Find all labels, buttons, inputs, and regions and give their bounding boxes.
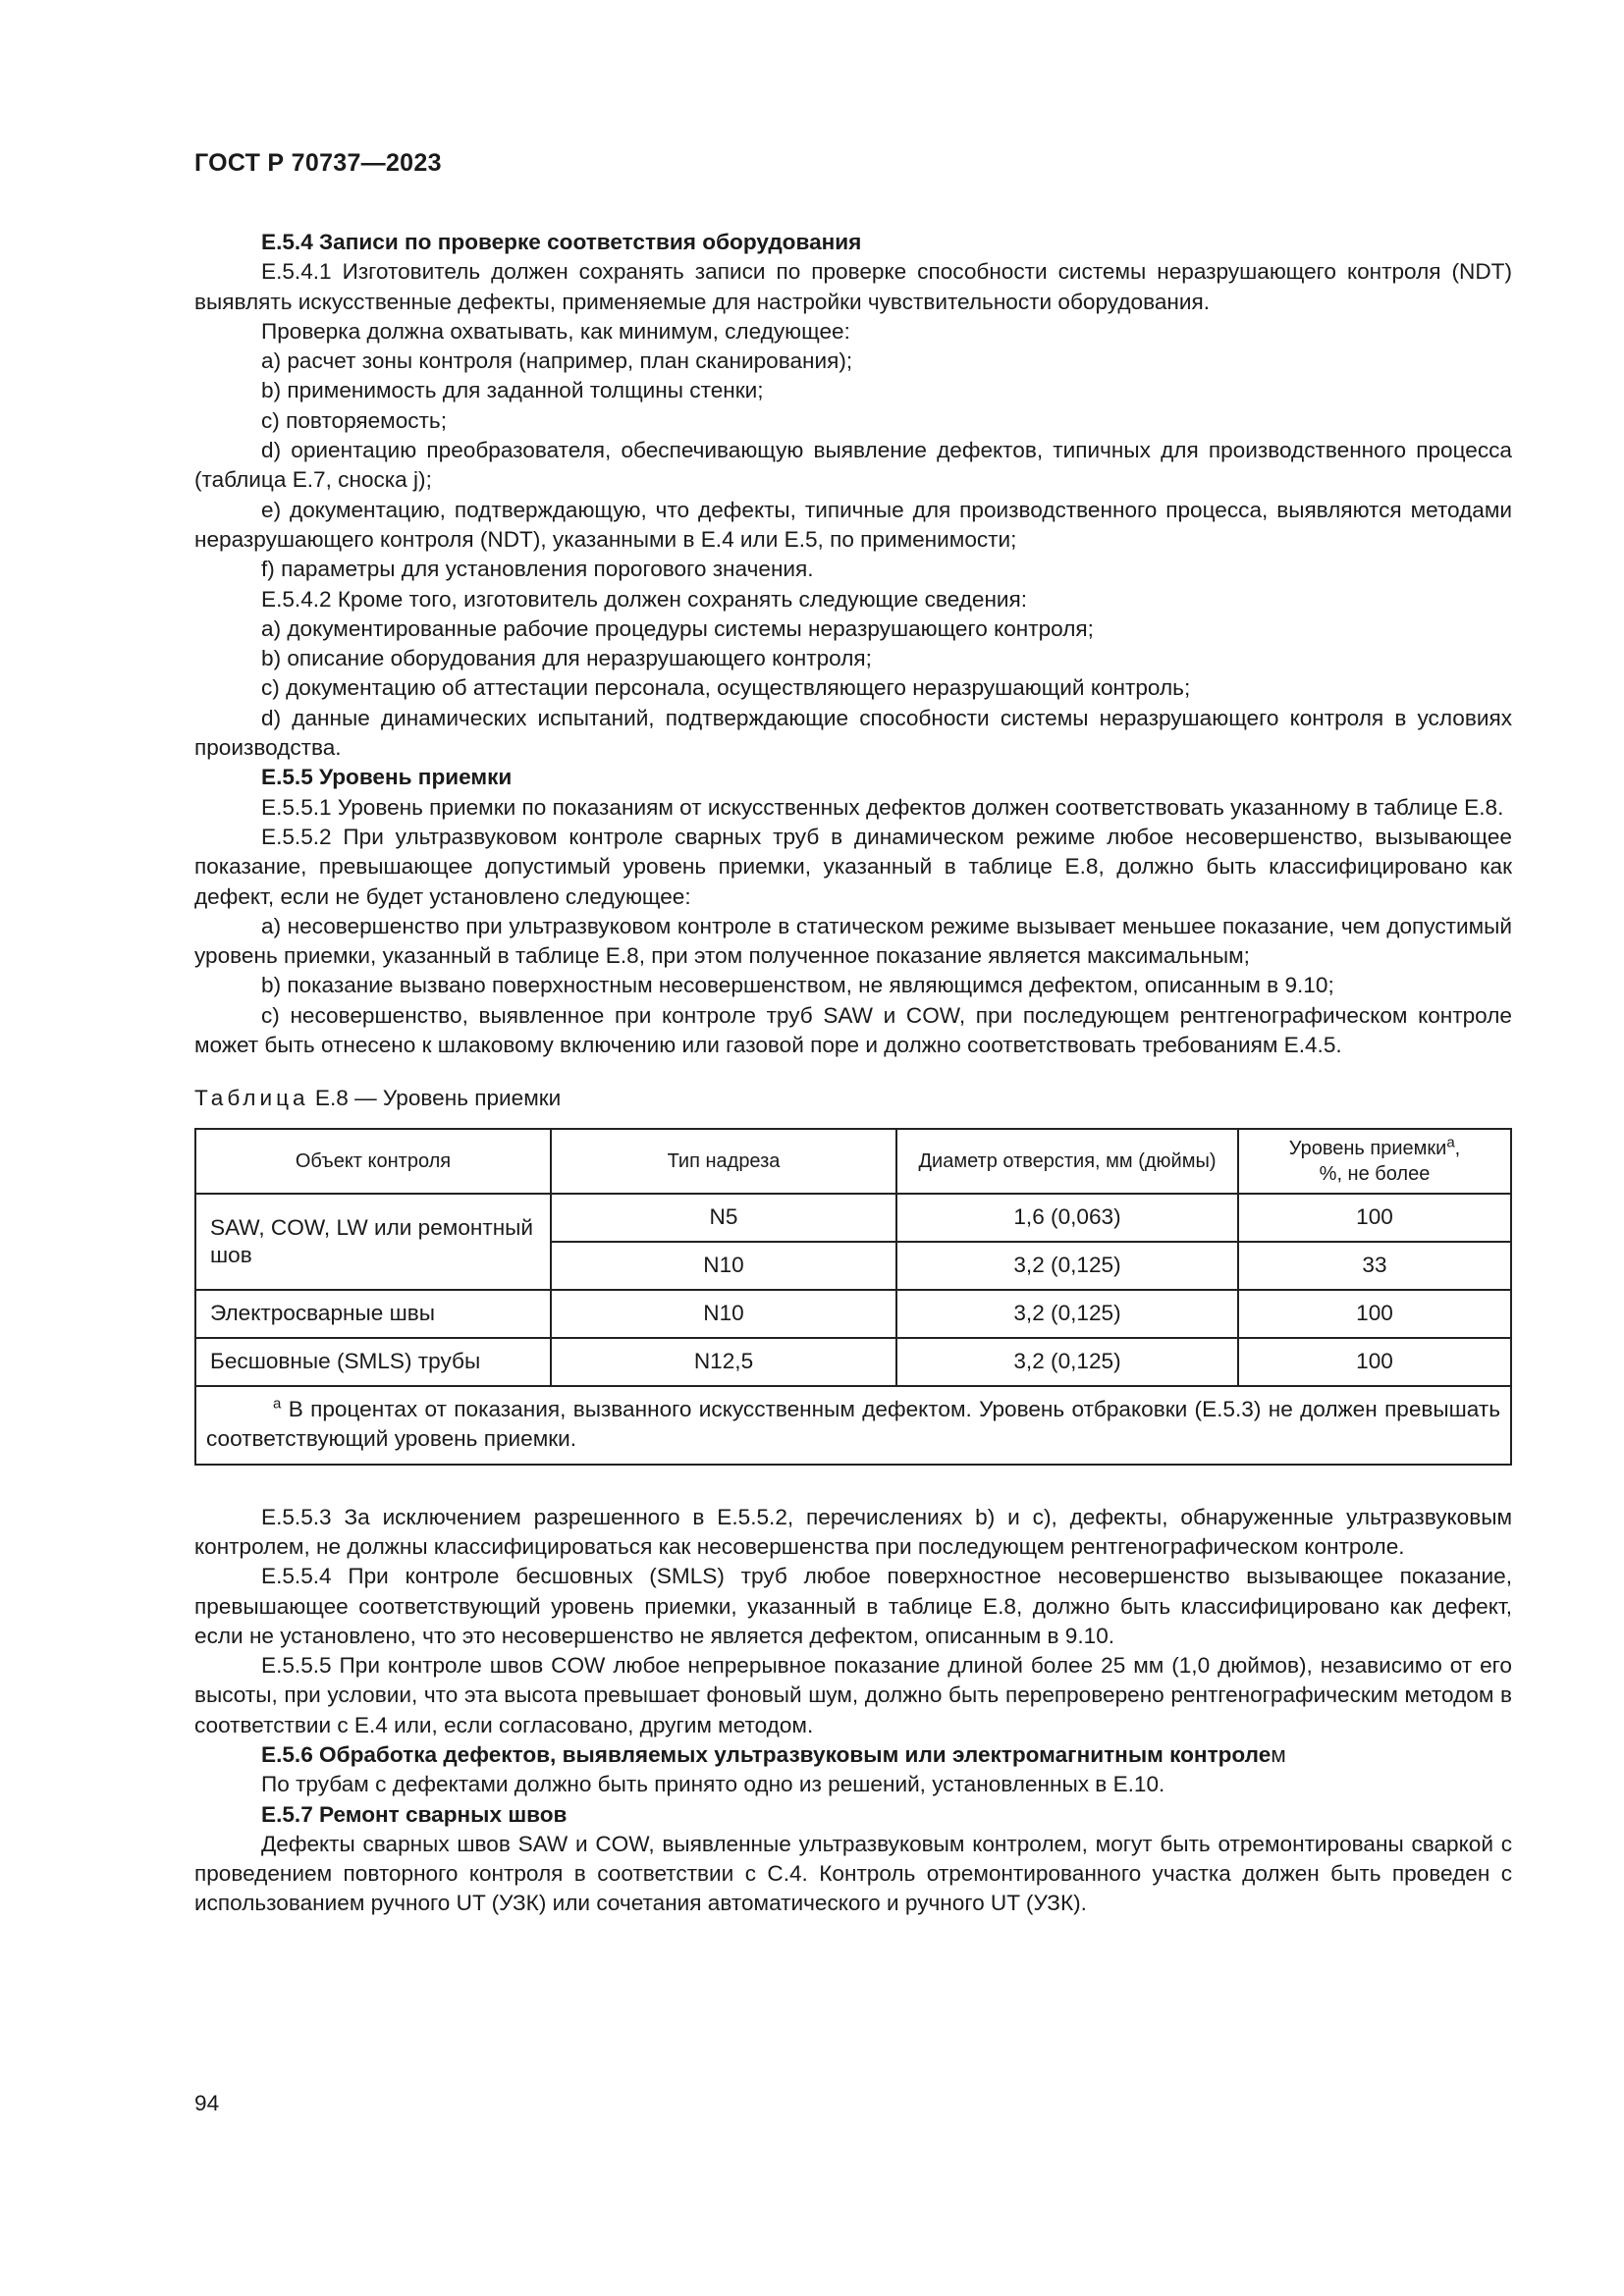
list-item: a) расчет зоны контроля (например, план сканирования); [261,348,853,374]
section-heading-e56-tail: м [1271,1741,1286,1767]
section-heading-e56-bold: Е.5.6 Обработка дефектов, выявляемых ультразвуковым или электромагнитным контроле [261,1741,1272,1767]
table-caption-label: Таблица [194,1086,309,1111]
list-item: d) ориентацию преобразователя, обеспечивающую выявление дефектов, типичных для производственного процесса (таблица Е.7, сноска j); [194,438,1512,493]
section-heading-e55: Е.5.5 Уровень приемки [261,765,513,790]
table-row [195,1194,1511,1242]
header-level: Уровень приемки$^a$, %, не более [1238,1129,1511,1194]
footnote-mark: a [273,1395,282,1413]
cell-object: SAW, COW, LW или ремонтный шов [195,1194,551,1290]
footnote-indent [206,1397,273,1421]
table-row [195,1338,1511,1386]
table-footnote-row [195,1386,1511,1465]
paragraph: По трубам с дефектами должно быть принято одно из решений, установленных в Е.10. [261,1772,1165,1797]
cell-object: Электросварные швы [195,1290,551,1338]
section-heading-e57: Е.5.7 Ремонт сварных швов [261,1801,568,1827]
paragraph: Е.5.5.5 При контроле швов COW любое непрерывное показание длиной более 25 мм (1,0 дюймов), независимо от его высоты, при условии, что эта высота превышает фоновый шум, должно быть перепроверено рентгенографическим методом в соответствии с Е.4 или, если согласовано, другим методом. [194,1653,1512,1737]
cell-notch: N5 [551,1194,896,1242]
table-caption-text: Е.8 — Уровень приемки [314,1086,562,1111]
cell-level: 100 [1238,1290,1511,1338]
header-level-text: Уровень приемки [1288,1137,1447,1159]
cell-diameter: 1,6 (0,063) [896,1194,1238,1242]
header-notch: Тип надреза [551,1129,896,1194]
header-level-suffix: %, не более [1319,1162,1431,1185]
section-heading-e56 [194,1740,1512,1770]
section-heading-e54: Е.5.4 Записи по проверке соответствия оборудования [261,230,862,254]
paragraph: Проверка должна охватывать, как минимум, следующее: [261,318,850,344]
acceptance-level-table [194,1128,1512,1466]
list-item: b) описание оборудования для неразрушающего контроля; [261,646,872,671]
list-item: c) повторяемость; [261,407,447,433]
list-item: c) несовершенство, выявленное при контроле труб SAW и COW, при последующем рентгенографическом контроле может быть отнесено к шлаковому включению или газовой поре и должно соответствовать требованиям Е.4.5. [194,1002,1512,1058]
list-item: b) показание вызвано поверхностным несовершенством, не являющимся дефектом, описанным в 9.10; [261,973,1334,998]
page-content [194,228,1512,1919]
list-item: b) применимость для заданной толщины стенки; [261,378,764,403]
after-table-content [194,1503,1512,1919]
paragraph: Дефекты сварных швов SAW и COW, выявленные ультразвуковым контролем, могут быть отремонтированы сваркой с проведением повторного контроля в соответствии с С.4. Контроль отремонтированного участка должен быть проведен с использованием ручного UT (УЗК) или сочетания автоматического и ручного UT (УЗК). [194,1831,1512,1916]
page-number: 94 [194,2091,220,2115]
list-item: a) несовершенство при ультразвуковом контроле в статическом режиме вызывает меньшее показание, чем допустимый уровень приемки, указанный в таблице Е.8, при этом полученное показание является максимальным; [194,913,1512,969]
paragraph: Е.5.5.4 При контроле бесшовных (SMLS) труб любое поверхностное несовершенство вызывающее показание, превышающее соответствующий уровень приемки, указанный в таблице Е.8, должно быть классифицировано как дефект, если не установлено, что это несовершенство не является дефектом, описанным в 9.10. [194,1564,1512,1648]
table-row [195,1290,1511,1338]
list-item: e) документацию, подтверждающую, что дефекты, типичные для производственного процесса, выявляются методами неразрушающего контроля (NDT), указанными в Е.4 или Е.5, по применимости; [194,497,1512,552]
list-item: f) параметры для установления порогового значения. [261,557,814,582]
footnote-text: В процентах от показания, вызванного искусственным дефектом. Уровень отбраковки (Е.5.3) не должен превышать соответствующий уровень приемки. [206,1396,1500,1451]
cell-notch: N10 [551,1290,896,1338]
cell-diameter: 3,2 (0,125) [896,1242,1238,1290]
cell-notch: N12,5 [551,1338,896,1386]
cell-diameter: 3,2 (0,125) [896,1290,1238,1338]
list-item: a) документированные рабочие процедуры системы неразрушающего контроля; [261,615,1094,641]
document-code: ГОСТ Р 70737—2023 [194,149,442,177]
table-caption [194,1084,1512,1113]
cell-level: 100 [1238,1338,1511,1386]
list-item: d) данные динамических испытаний, подтверждающие способности системы неразрушающего контроля в условиях производства. [194,705,1512,761]
cell-object: Бесшовные (SMLS) трубы [195,1338,551,1386]
cell-diameter: 3,2 (0,125) [896,1338,1238,1386]
table-header-row [195,1129,1511,1194]
cell-level: 33 [1238,1242,1511,1290]
paragraph: Е.5.5.3 За исключением разрешенного в Е.5.5.2, перечислениях b) и c), дефекты, обнаруженные ультразвуковым контролем, не должны классифицироваться как несовершенства при последующем рентгенографическом контроле. [194,1504,1512,1559]
cell-level: 100 [1238,1194,1511,1242]
table-footnote [195,1386,1511,1465]
paragraph: Е.5.4.1 Изготовитель должен сохранять записи по проверке способности системы неразрушающего контроля (NDT) выявлять искусственные дефекты, применяемые для настройки чувствительности оборудования. [194,259,1512,314]
footnote-marker: a [1446,1133,1455,1150]
header-diameter: Диаметр отверстия, мм (дюймы) [896,1129,1238,1194]
paragraph: Е.5.5.2 При ультразвуковом контроле сварных труб в динамическом режиме любое несовершенство, вызывающее показание, превышающее допустимый уровень приемки, указанный в таблице Е.8, должно быть классифицировано как дефект, если не будет установлено следующее: [194,824,1512,909]
header-object: Объект контроля [195,1129,551,1194]
paragraph: Е.5.4.2 Кроме того, изготовитель должен сохранять следующие сведения: [261,586,1028,612]
paragraph: Е.5.5.1 Уровень приемки по показаниям от искусственных дефектов должен соответствовать указанному в таблице Е.8. [261,794,1504,820]
list-item: c) документацию об аттестации персонала, осуществляющего неразрушающий контроль; [261,675,1191,701]
cell-notch: N10 [551,1242,896,1290]
